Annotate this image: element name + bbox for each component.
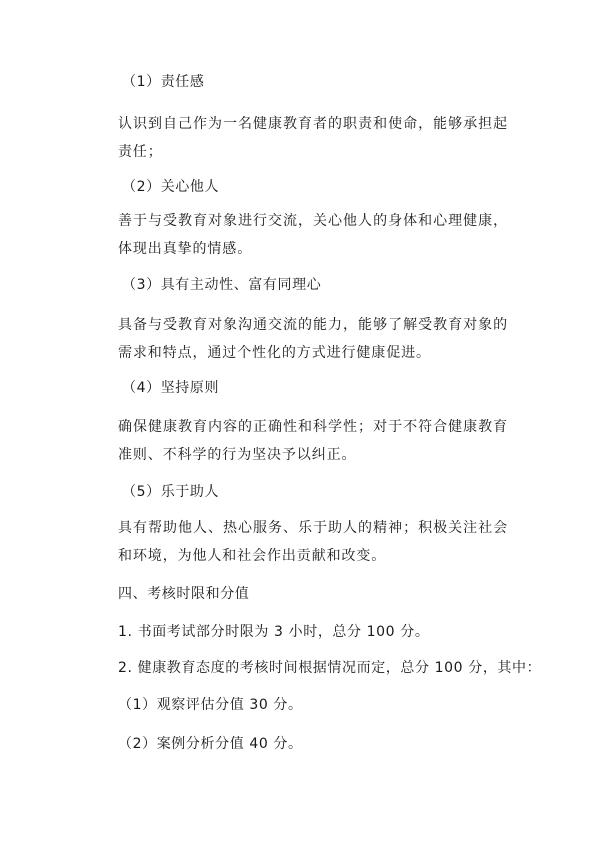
section-heading-initiative: （3）具有主动性、富有同理心 bbox=[122, 277, 322, 293]
section-body-helping: 具有帮助他人、热心服务、乐于助人的精神；积极关注社会和环境，为他人和社会作出贡献和改变。 bbox=[118, 520, 508, 564]
section-four-title: 四、考核时限和分值 bbox=[118, 586, 250, 602]
section-heading-principle: （4）坚持原则 bbox=[122, 380, 220, 396]
list-item-case-analysis-score: （2）案例分析分值 40 分。 bbox=[118, 736, 303, 752]
section-heading-responsibility: （1）责任感 bbox=[122, 74, 205, 90]
section-body-initiative: 具备与受教育对象沟通交流的能力，能够了解受教育对象的需求和特点，通过个性化的方式进行健康促进。 bbox=[118, 317, 508, 361]
list-item-attitude-assessment: 2. 健康教育态度的考核时间根据情况而定，总分 100 分，其中： bbox=[118, 660, 542, 676]
list-item-exam-time: 1. 书面考试部分时限为 3 小时，总分 100 分。 bbox=[118, 624, 430, 640]
section-heading-caring: （2）关心他人 bbox=[122, 179, 220, 195]
section-heading-helping: （5）乐于助人 bbox=[122, 484, 220, 500]
section-body-caring: 善于与受教育对象进行交流，关心他人的身体和心理健康，体现出真挚的情感。 bbox=[118, 213, 508, 257]
section-body-principle: 确保健康教育内容的正确性和科学性；对于不符合健康教育准则、不科学的行为坚决予以纠正。 bbox=[118, 419, 508, 463]
section-body-responsibility: 认识到自己作为一名健康教育者的职责和使命，能够承担起责任； bbox=[118, 116, 508, 160]
list-item-observation-score: （1）观察评估分值 30 分。 bbox=[118, 697, 303, 713]
